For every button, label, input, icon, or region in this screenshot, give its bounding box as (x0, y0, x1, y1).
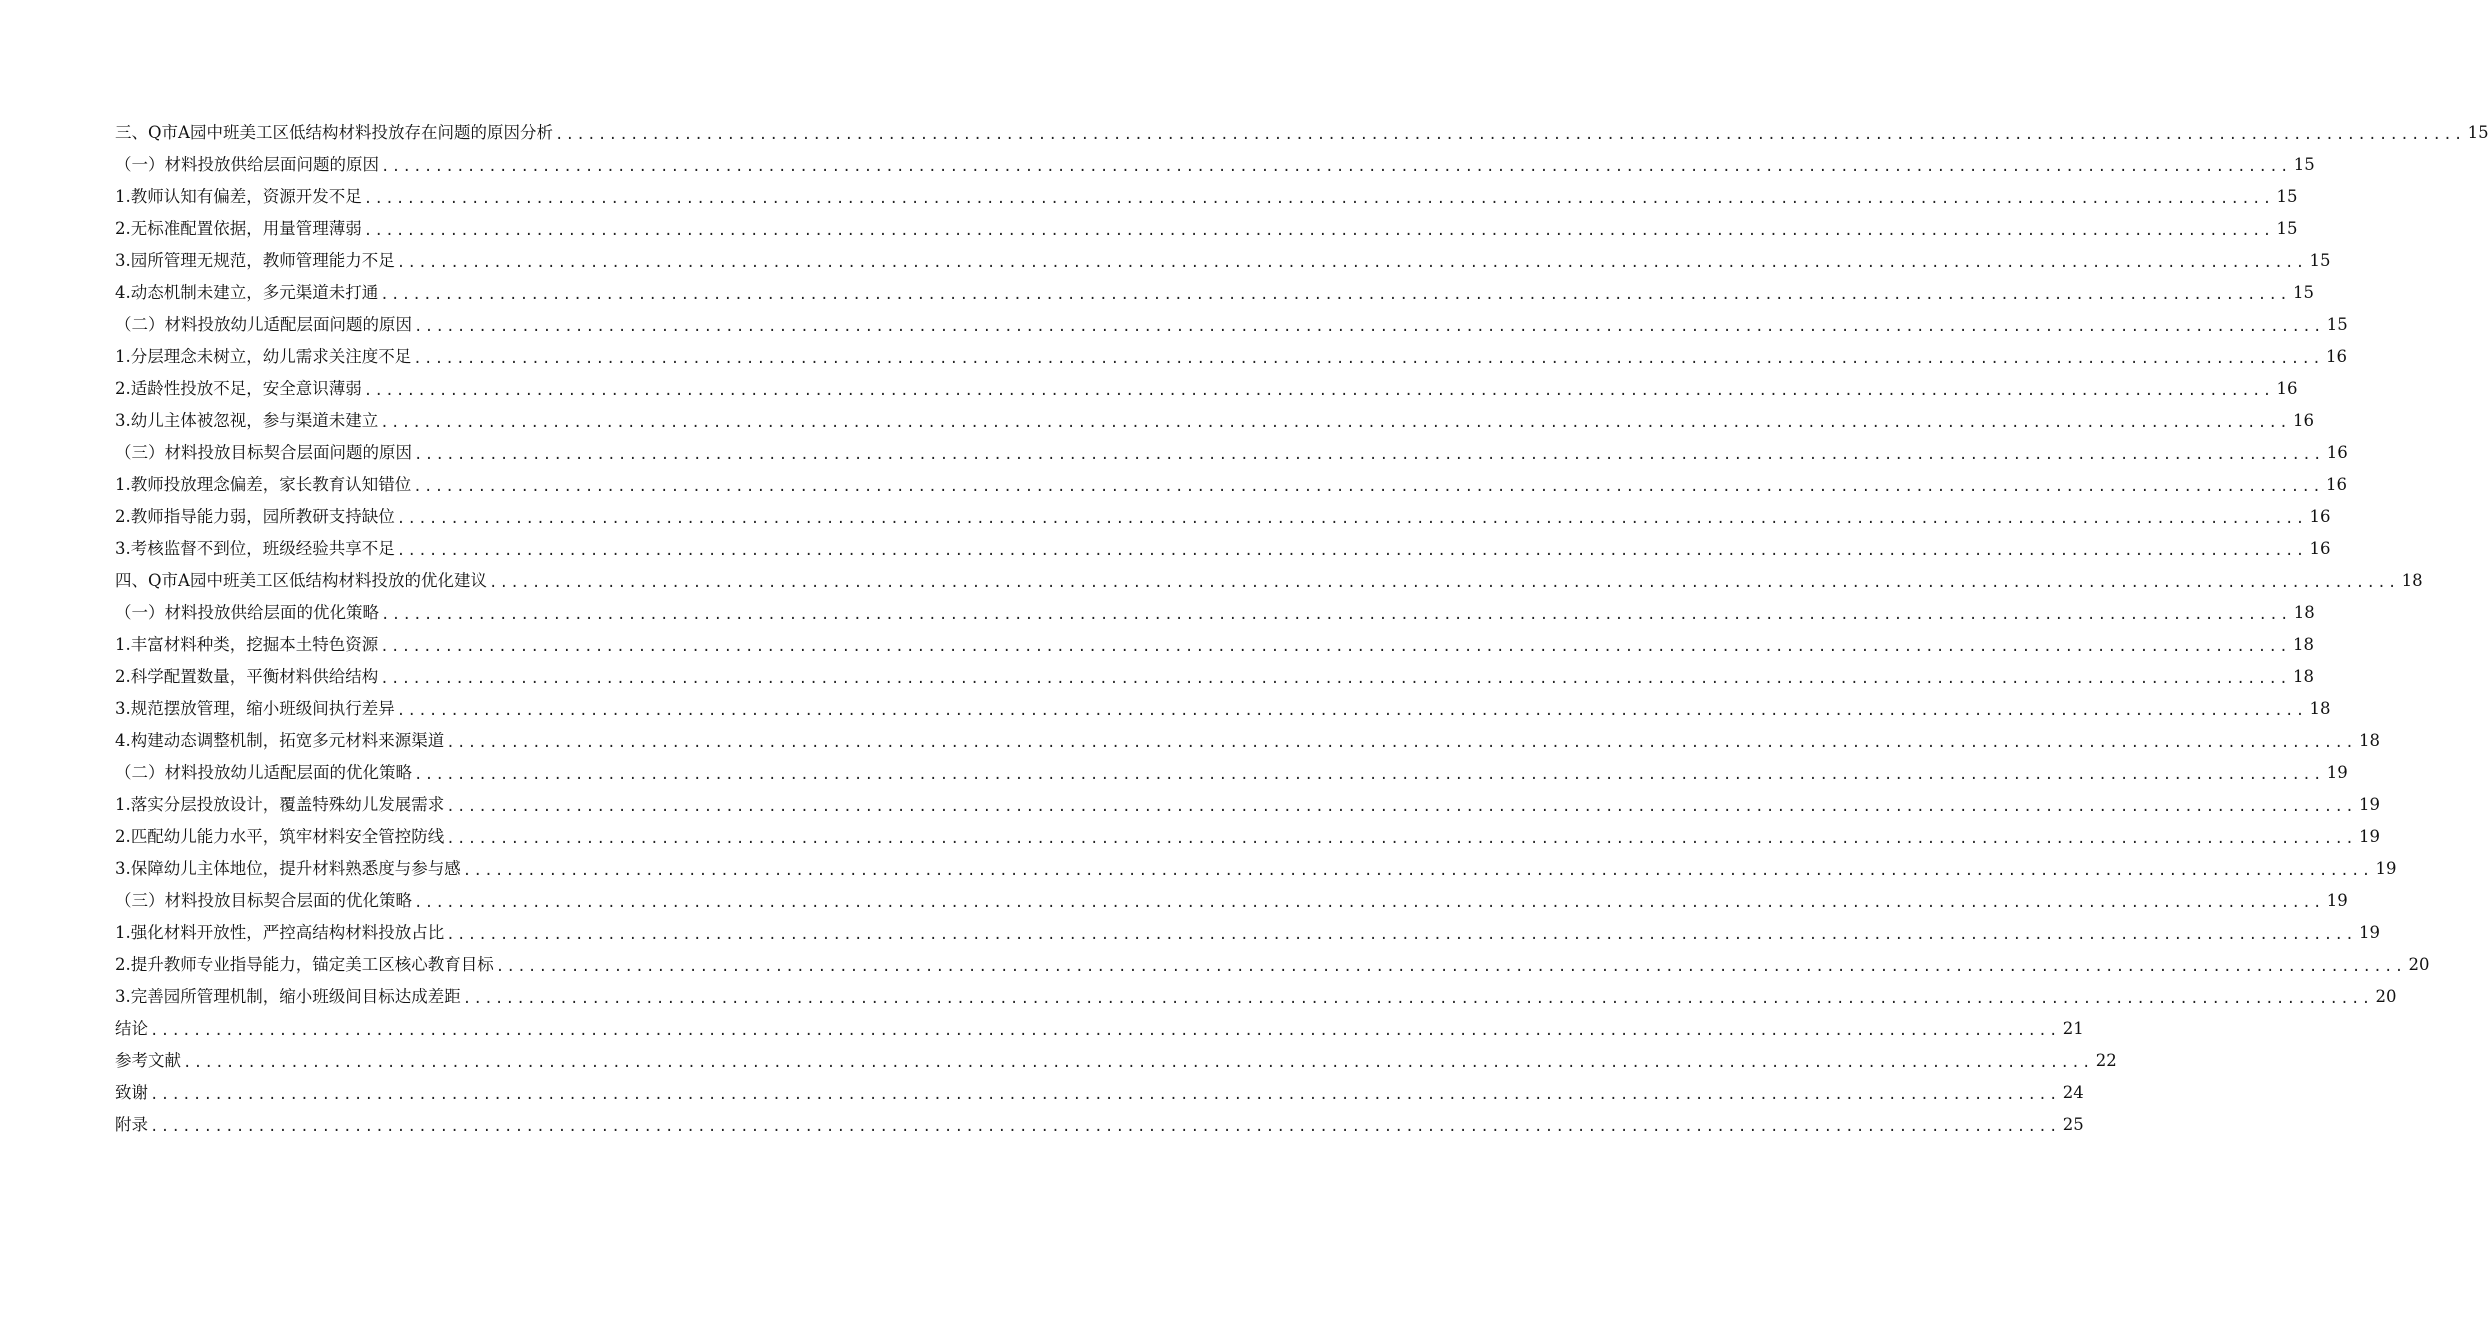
toc-leader-dots: .................................................................................................................................................................................. (413, 351, 2323, 367)
toc-leader-dots: .................................................................................................................................................................................. (446, 927, 2356, 943)
toc-entry[interactable] (115, 149, 2315, 181)
toc-entry-title: 1.丰富材料种类，挖掘本土特色资源 (115, 635, 379, 654)
toc-entry-page: 15 (2276, 187, 2298, 206)
toc-leader-dots: .................................................................................................................................................................................. (381, 159, 2291, 175)
toc-entry-page: 18 (2358, 731, 2380, 750)
toc-entry-title: 2.提升教师专业指导能力，锚定美工区核心教育目标 (115, 955, 494, 974)
toc-entry[interactable] (115, 949, 2430, 981)
toc-entry-page: 15 (2309, 251, 2331, 270)
toc-entry[interactable] (115, 533, 2331, 565)
toc-entry-title: 三、Q市A园中班美工区低结构材料投放存在问题的原因分析 (115, 123, 553, 142)
toc-leader-dots: .................................................................................................................................................................................. (396, 703, 2307, 719)
toc-leader-dots: .................................................................................................................................................................................. (414, 319, 2324, 335)
toc-entry[interactable] (115, 565, 2423, 597)
toc-entry-title: 2.教师指导能力弱，园所教研支持缺位 (115, 507, 395, 526)
toc-entry-page: 21 (2062, 1019, 2084, 1038)
toc-entry-title: （一）材料投放供给层面的优化策略 (115, 603, 379, 622)
toc-entry-title: 附录 (115, 1115, 148, 1134)
toc-entry-page: 20 (2408, 955, 2430, 974)
toc-entry[interactable] (115, 309, 2348, 341)
toc-entry[interactable] (115, 821, 2380, 853)
toc-entry-title: 4.构建动态调整机制，拓宽多元材料来源渠道 (115, 731, 445, 750)
toc-entry-title: 参考文献 (115, 1051, 181, 1070)
toc-leader-dots: .................................................................................................................................................................................. (150, 1087, 2060, 1103)
toc-entry[interactable] (115, 437, 2348, 469)
toc-entry-page: 18 (2293, 603, 2315, 622)
toc-entry[interactable] (115, 917, 2380, 949)
toc-entry[interactable] (115, 981, 2397, 1013)
toc-entry-title: 1.强化材料开放性，严控高结构材料投放占比 (115, 923, 445, 942)
toc-entry-title: 2.无标准配置依据，用量管理薄弱 (115, 219, 362, 238)
toc-entry-page: 16 (2292, 411, 2314, 430)
toc-entry[interactable] (115, 1045, 2117, 1077)
toc-leader-dots: .................................................................................................................................................................................. (150, 1023, 2060, 1039)
toc-entry-page: 18 (2401, 571, 2423, 590)
toc-leader-dots: .................................................................................................................................................................................. (363, 383, 2274, 399)
toc-entry[interactable] (115, 1077, 2084, 1109)
toc-entry-page: 16 (2325, 347, 2347, 366)
toc-entry[interactable] (115, 597, 2315, 629)
toc-entry[interactable] (115, 469, 2347, 501)
toc-entry-page: 18 (2292, 635, 2314, 654)
toc-entry-page: 20 (2375, 987, 2397, 1006)
toc-entry-title: 1.教师投放理念偏差，家长教育认知错位 (115, 475, 412, 494)
toc-entry-page: 24 (2062, 1083, 2084, 1102)
toc-leader-dots: .................................................................................................................................................................................. (183, 1055, 2093, 1071)
toc-leader-dots: .................................................................................................................................................................................. (495, 959, 2406, 975)
toc-entry-title: 2.匹配幼儿能力水平，筑牢材料安全管控防线 (115, 827, 445, 846)
toc-entry-page: 15 (2276, 219, 2298, 238)
toc-entry-title: （三）材料投放目标契合层面的优化策略 (115, 891, 412, 910)
toc-entry-page: 18 (2309, 699, 2331, 718)
toc-entry-title: （二）材料投放幼儿适配层面的优化策略 (115, 763, 412, 782)
toc-leader-dots: .................................................................................................................................................................................. (446, 831, 2356, 847)
toc-entry-title: 3.规范摆放管理，缩小班级间执行差异 (115, 699, 395, 718)
toc-entry-title: 2.科学配置数量，平衡材料供给结构 (115, 667, 379, 686)
toc-entry-page: 18 (2292, 667, 2314, 686)
toc-leader-dots: .................................................................................................................................................................................. (380, 287, 2290, 303)
toc-entry-title: 2.适龄性投放不足，安全意识薄弱 (115, 379, 362, 398)
toc-entry-title: 4.动态机制未建立，多元渠道未打通 (115, 283, 379, 302)
toc-entry[interactable] (115, 373, 2298, 405)
toc-entry-page: 15 (2293, 155, 2315, 174)
toc-leader-dots: .................................................................................................................................................................................. (150, 1119, 2060, 1135)
toc-entry-title: 3.园所管理无规范，教师管理能力不足 (115, 251, 395, 270)
toc-entry[interactable] (115, 405, 2314, 437)
toc-entry-title: （一）材料投放供给层面问题的原因 (115, 155, 379, 174)
toc-entry-page: 16 (2309, 539, 2331, 558)
toc-leader-dots: .................................................................................................................................................................................. (414, 895, 2324, 911)
toc-entry-page: 19 (2326, 891, 2348, 910)
toc-entry[interactable] (115, 693, 2331, 725)
toc-entry[interactable] (115, 341, 2347, 373)
toc-entry[interactable] (115, 853, 2397, 885)
toc-entry-page: 19 (2358, 795, 2380, 814)
toc-entry-title: （三）材料投放目标契合层面问题的原因 (115, 443, 412, 462)
toc-entry[interactable] (115, 885, 2348, 917)
toc-leader-dots: .................................................................................................................................................................................. (396, 255, 2307, 271)
toc-entry[interactable] (115, 117, 2489, 149)
toc-entry[interactable] (115, 661, 2314, 693)
toc-entry-page: 19 (2375, 859, 2397, 878)
toc-leader-dots: .................................................................................................................................................................................. (380, 639, 2290, 655)
toc-leader-dots: .................................................................................................................................................................................. (462, 991, 2373, 1007)
toc-entry[interactable] (115, 725, 2380, 757)
toc-entry[interactable] (115, 757, 2348, 789)
toc-entry[interactable] (115, 277, 2314, 309)
table-of-contents (115, 117, 2489, 1141)
toc-leader-dots: .................................................................................................................................................................................. (413, 479, 2323, 495)
toc-leader-dots: .................................................................................................................................................................................. (380, 671, 2290, 687)
toc-entry-title: 3.幼儿主体被忽视，参与渠道未建立 (115, 411, 379, 430)
toc-leader-dots: .................................................................................................................................................................................. (488, 575, 2399, 591)
toc-leader-dots: .................................................................................................................................................................................. (414, 767, 2324, 783)
toc-entry-title: 四、Q市A园中班美工区低结构材料投放的优化建议 (115, 571, 487, 590)
toc-entry[interactable] (115, 1109, 2084, 1141)
toc-leader-dots: .................................................................................................................................................................................. (380, 415, 2290, 431)
toc-entry-page: 25 (2062, 1115, 2084, 1134)
toc-leader-dots: .................................................................................................................................................................................. (446, 735, 2356, 751)
toc-entry-title: 1.分层理念未树立，幼儿需求关注度不足 (115, 347, 412, 366)
toc-leader-dots: .................................................................................................................................................................................. (363, 191, 2274, 207)
toc-entry-page: 22 (2095, 1051, 2117, 1070)
toc-entry[interactable] (115, 501, 2331, 533)
toc-entry[interactable] (115, 213, 2298, 245)
toc-entry[interactable] (115, 181, 2298, 213)
toc-leader-dots: .................................................................................................................................................................................. (446, 799, 2356, 815)
toc-entry-page: 15 (2292, 283, 2314, 302)
toc-entry-page: 15 (2326, 315, 2348, 334)
toc-entry[interactable] (115, 789, 2380, 821)
toc-entry[interactable] (115, 245, 2331, 277)
toc-entry-page: 19 (2326, 763, 2348, 782)
toc-entry-title: 致谢 (115, 1083, 148, 1102)
toc-entry-title: （二）材料投放幼儿适配层面问题的原因 (115, 315, 412, 334)
toc-leader-dots: .................................................................................................................................................................................. (381, 607, 2291, 623)
toc-entry-title: 1.教师认知有偏差，资源开发不足 (115, 187, 362, 206)
toc-entry-page: 16 (2309, 507, 2331, 526)
toc-entry-page: 16 (2325, 475, 2347, 494)
toc-leader-dots: .................................................................................................................................................................................. (414, 447, 2324, 463)
toc-entry-page: 19 (2358, 923, 2380, 942)
toc-entry-title: 3.保障幼儿主体地位，提升材料熟悉度与参与感 (115, 859, 461, 878)
toc-entry-page: 19 (2358, 827, 2380, 846)
toc-entry[interactable] (115, 1013, 2084, 1045)
toc-leader-dots: .................................................................................................................................................................................. (462, 863, 2373, 879)
toc-entry-page: 16 (2326, 443, 2348, 462)
toc-entry-title: 3.考核监督不到位，班级经验共享不足 (115, 539, 395, 558)
toc-leader-dots: .................................................................................................................................................................................. (396, 511, 2307, 527)
toc-entry-title: 1.落实分层投放设计，覆盖特殊幼儿发展需求 (115, 795, 445, 814)
toc-leader-dots: .................................................................................................................................................................................. (396, 543, 2307, 559)
toc-leader-dots: .................................................................................................................................................................................. (554, 127, 2465, 143)
toc-leader-dots: .................................................................................................................................................................................. (363, 223, 2274, 239)
toc-entry-title: 结论 (115, 1019, 148, 1038)
toc-entry[interactable] (115, 629, 2314, 661)
toc-entry-page: 15 (2467, 123, 2489, 142)
toc-entry-page: 16 (2276, 379, 2298, 398)
toc-entry-title: 3.完善园所管理机制，缩小班级间目标达成差距 (115, 987, 461, 1006)
